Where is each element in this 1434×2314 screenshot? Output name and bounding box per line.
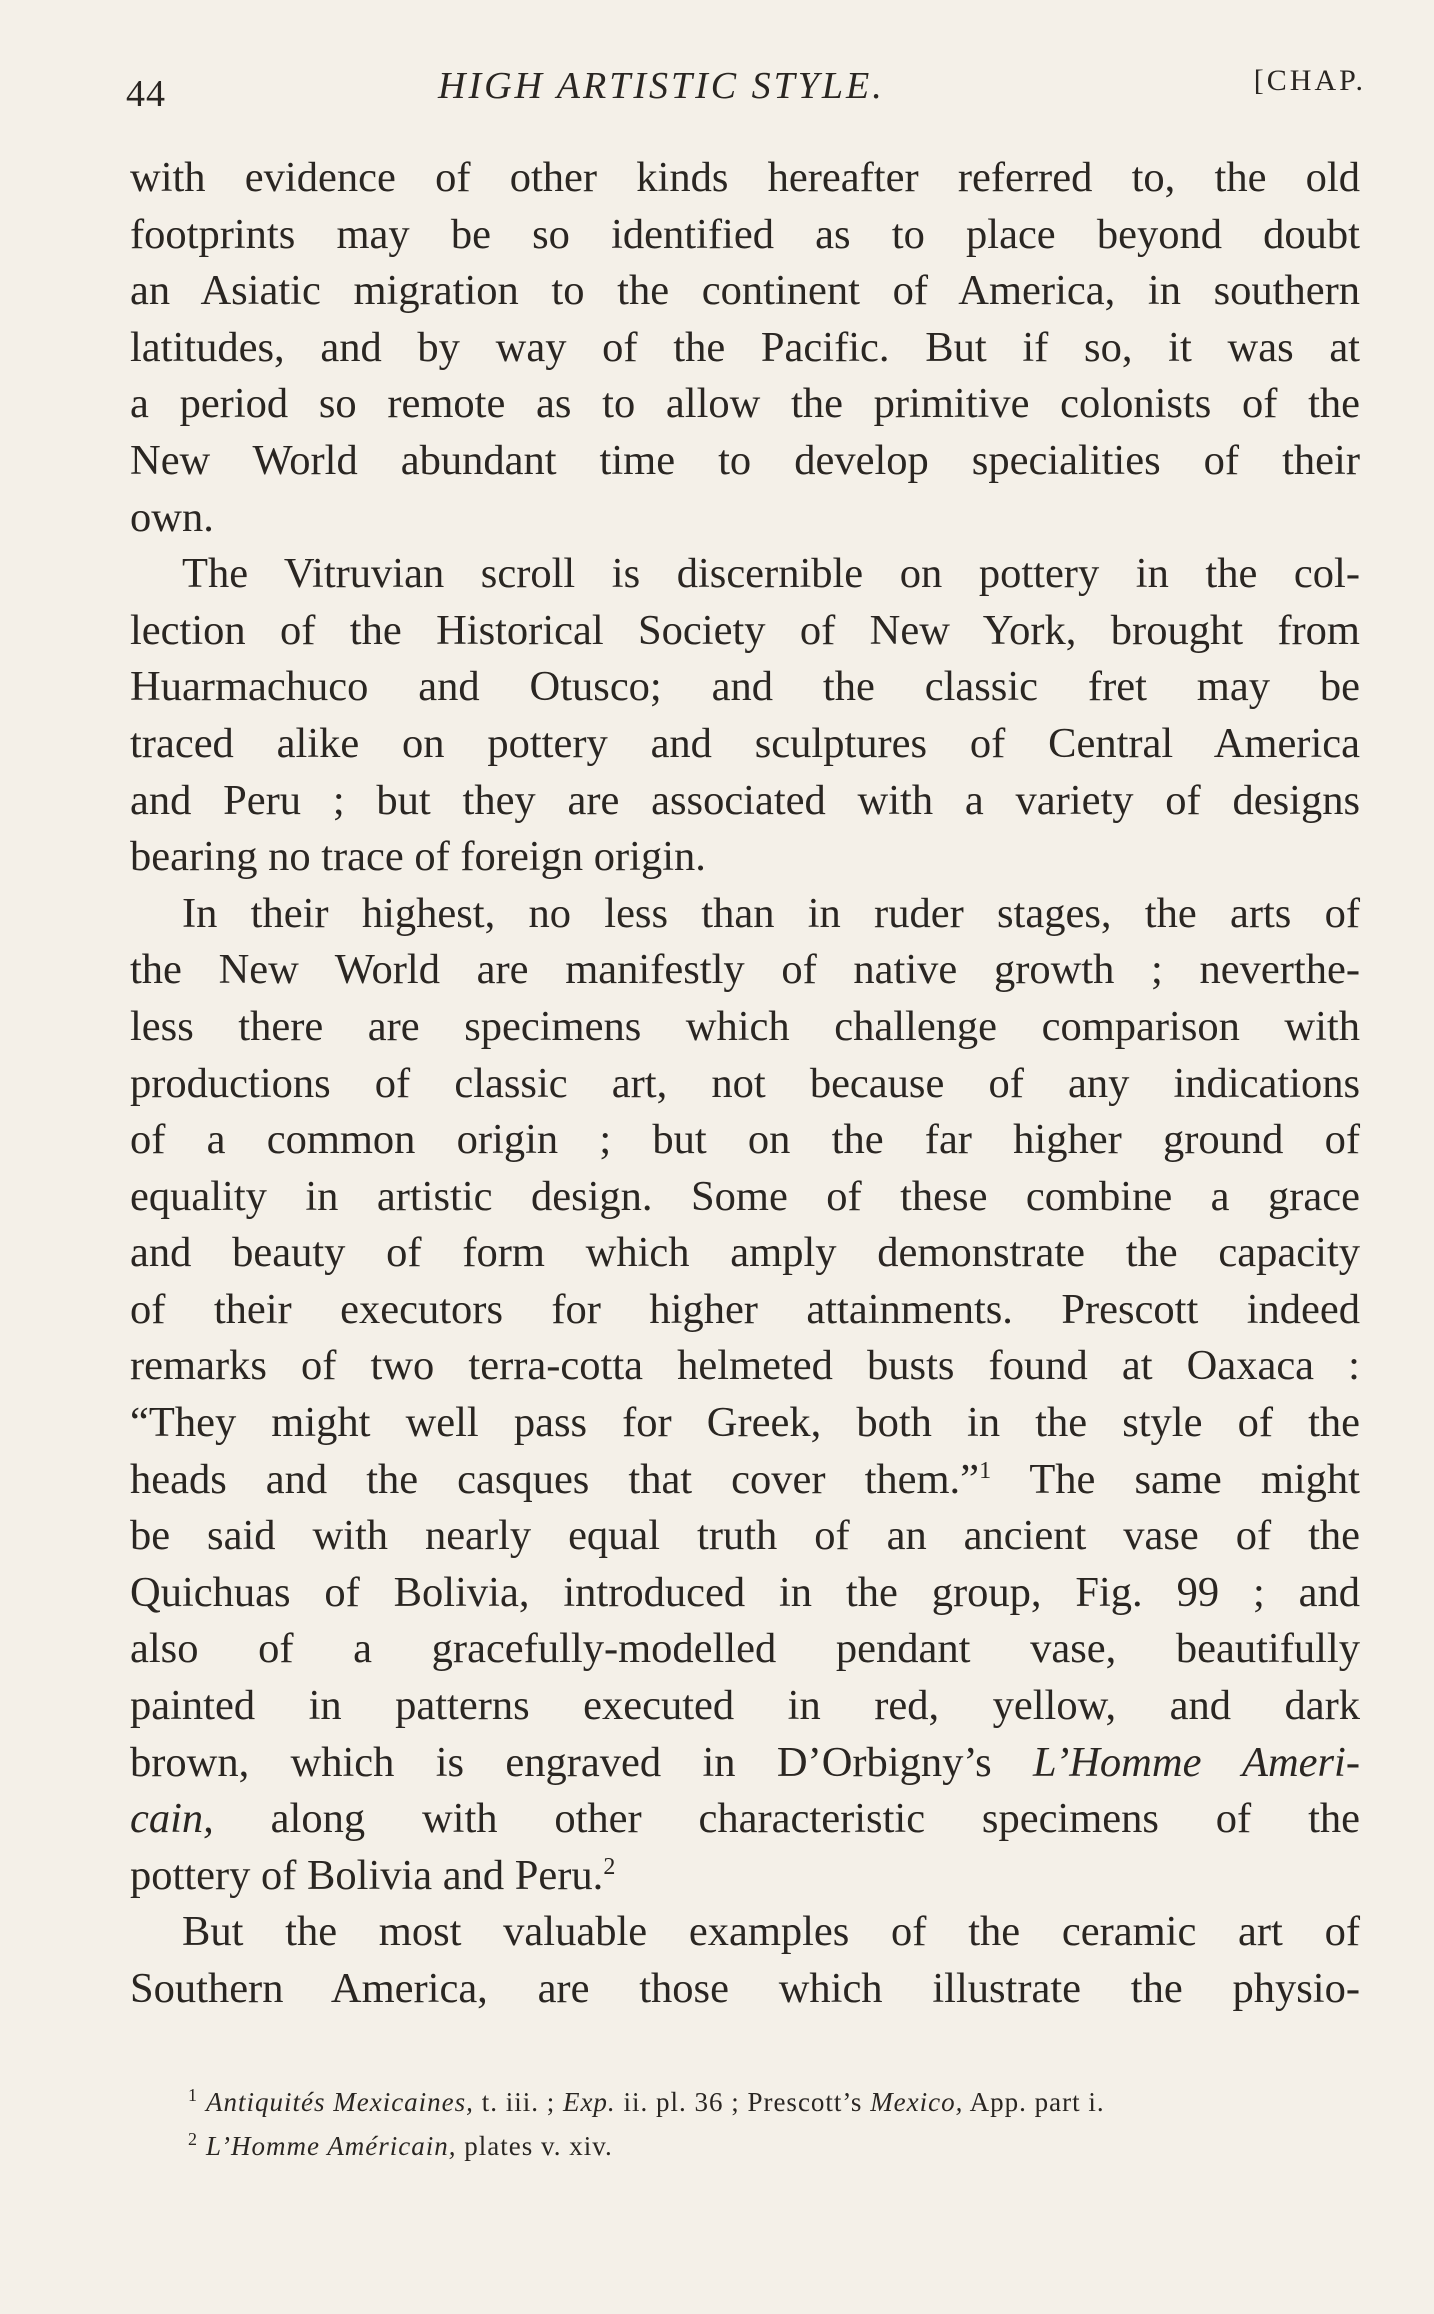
text-line: footprints may be so identified as to place beyond doubt <box>130 210 1360 258</box>
text-segment: The same might <box>991 1455 1360 1503</box>
page-number: 44 <box>126 73 166 115</box>
text-line: the New World are manifestly of native growth ; neverthe- <box>130 946 1360 994</box>
text-line: Southern America, are those which illustrate the physio- <box>130 1965 1360 2012</box>
text-line: be said with nearly equal truth of an ancient vase of the <box>130 1512 1360 1560</box>
text-line: and beauty of form which amply demonstrate the capacity <box>130 1229 1360 1277</box>
text-line: own. <box>130 493 214 541</box>
footnote-ref-1[interactable]: 1 <box>979 1457 992 1484</box>
text-segment: pottery of Bolivia and Peru. <box>130 1851 604 1899</box>
footnote-number: 1 <box>188 2085 198 2105</box>
text-line <box>130 1452 1360 1509</box>
footnote-text: plates v. xiv. <box>456 2131 613 2161</box>
text-line: painted in patterns executed in red, yellow, and dark <box>130 1682 1360 1730</box>
book-title-italic: L’Homme Ameri- <box>1033 1738 1361 1786</box>
text-line: Quichuas of Bolivia, introduced in the group, Fig. 99 ; and <box>130 1568 1360 1616</box>
footnote-text: ii. pl. 36 ; Prescott’s <box>615 2087 871 2117</box>
text-line: also of a gracefully-modelled pendant vase, beautifully <box>130 1625 1360 1673</box>
text-line: lection of the Historical Society of New York, brought from <box>130 606 1360 654</box>
footnote-text: t. iii. ; <box>473 2087 563 2117</box>
text-line: a period so remote as to allow the primitive colonists of the <box>130 380 1360 428</box>
body-text <box>130 150 1360 2018</box>
text-line <box>130 1848 1360 1905</box>
footnote-italic: L’Homme Américain, <box>206 2131 457 2161</box>
text-segment: along with other characteristic specimens of the <box>213 1795 1360 1843</box>
footnote-italic: Exp. <box>562 2087 616 2117</box>
chapter-mark: [CHAP. <box>1253 64 1366 97</box>
text-line: less there are specimens which challenge comparison with <box>130 1002 1360 1050</box>
text-line: bearing no trace of foreign origin. <box>130 833 706 881</box>
footnote-italic: Mexico, <box>870 2087 964 2117</box>
footnote-ref-2[interactable]: 2 <box>603 1853 616 1880</box>
text-line <box>130 1735 1360 1792</box>
text-line: an Asiatic migration to the continent of America, in southern <box>130 267 1360 315</box>
text-line: But the most valuable examples of the ceramic art of <box>182 1908 1360 1956</box>
footnote-italic: Antiquités Mexicaines, <box>206 2087 474 2117</box>
text-line: of their executors for higher attainments. Prescott indeed <box>130 1285 1360 1333</box>
footnote-2 <box>188 2124 1374 2168</box>
text-line: New World abundant time to develop specialities of their <box>130 436 1360 484</box>
text-line: of a common origin ; but on the far higher ground of <box>130 1116 1360 1164</box>
footnote-text: App. part i. <box>963 2087 1105 2117</box>
book-title-italic: cain, <box>130 1795 214 1843</box>
text-line: “They might well pass for Greek, both in the style of the <box>130 1399 1360 1447</box>
text-line <box>130 1791 1360 1848</box>
text-segment: brown, which is engraved in D’Orbigny’s <box>130 1738 992 1786</box>
text-line: traced alike on pottery and sculptures of Central America <box>130 719 1360 767</box>
footnote-number: 2 <box>188 2129 198 2149</box>
text-segment: heads and the casques that cover them.” <box>130 1455 980 1503</box>
text-line: In their highest, no less than in ruder stages, the arts of <box>182 889 1360 937</box>
text-line: Huarmachuco and Otusco; and the classic fret may be <box>130 663 1360 711</box>
footnotes <box>188 2080 1374 2168</box>
text-line: equality in artistic design. Some of these combine a grace <box>130 1172 1360 1220</box>
text-line: latitudes, and by way of the Pacific. But if so, it was at <box>130 323 1360 371</box>
running-header <box>126 64 1366 124</box>
text-line: with evidence of other kinds hereafter referred to, the old <box>130 154 1360 201</box>
text-line: productions of classic art, not because of any indications <box>130 1059 1360 1107</box>
running-title: HIGH ARTISTIC STYLE. <box>438 65 885 107</box>
text-line: and Peru ; but they are associated with a variety of designs <box>130 776 1360 824</box>
footnote-1 <box>188 2080 1374 2124</box>
text-line: remarks of two terra-cotta helmeted busts found at Oaxaca : <box>130 1342 1360 1390</box>
text-line: The Vitruvian scroll is discernible on pottery in the col- <box>182 550 1360 598</box>
